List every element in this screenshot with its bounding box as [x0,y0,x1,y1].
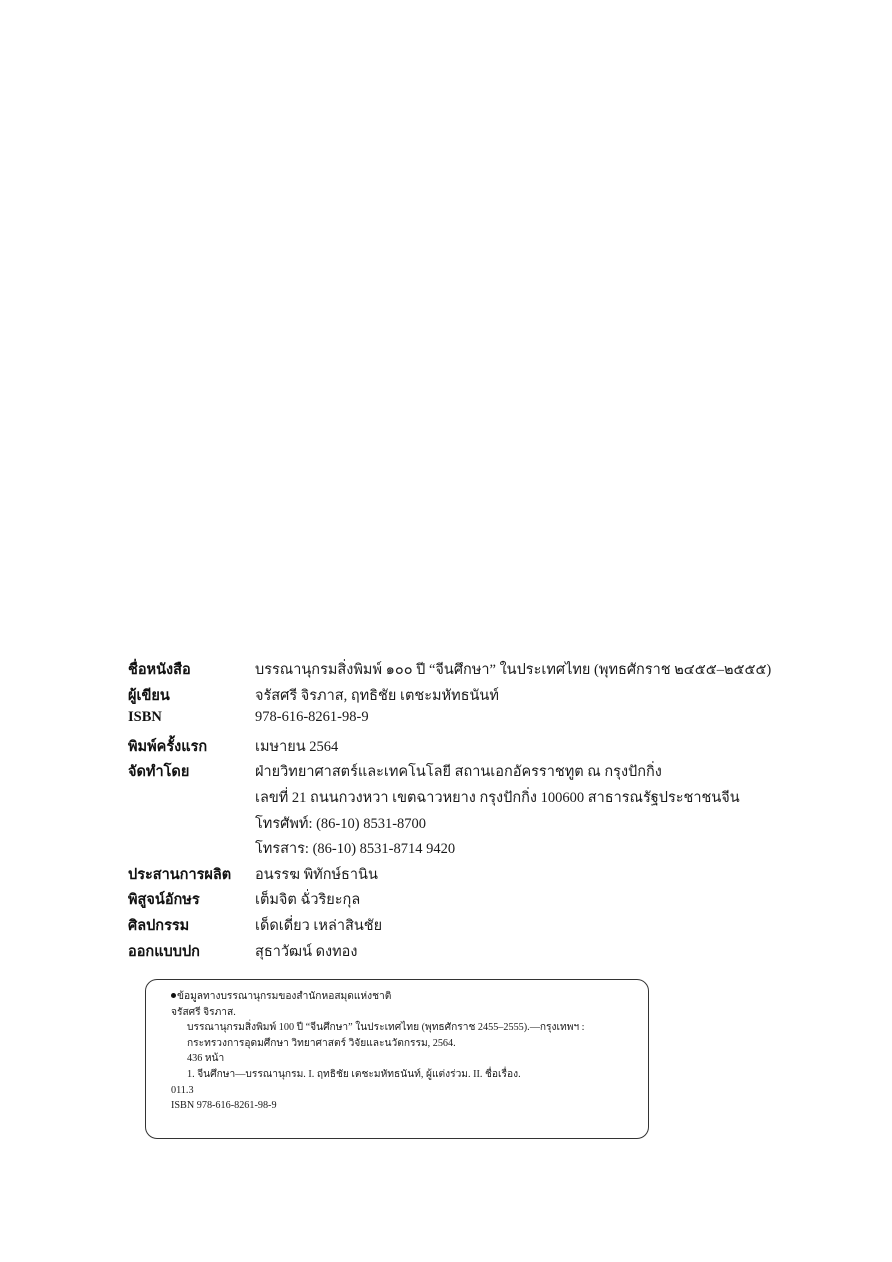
first-print-value: เมษายน 2564 [255,738,339,755]
cip-title-line-1: บรรณานุกรมสิ่งพิมพ์ 100 ปี “จีนศึกษา” ในประเทศไทย (พุทธศักราช 2455–2555).—กรุงเทพฯ : [187,1022,585,1034]
isbn-label: ISBN [128,709,162,726]
cover-design-value: สุธาวัฒน์ ดงทอง [255,943,358,960]
colophon-row-proofreader [128,888,828,914]
production-value: อนรรฆ พิทักษ์ธานิน [255,866,378,883]
publisher-phone: โทรศัพท์: (86-10) 8531-8700 [255,815,427,832]
publisher-address: เลขที่ 21 ถนนกวงหวา เขตฉาวหยาง กรุงปักกิ่ง 100600 สาธารณรัฐประชาชนจีน [255,789,740,806]
colophon-row-isbn [128,709,828,735]
colophon-row-art [128,914,828,940]
colophon-row-title [128,658,828,684]
colophon-row-published-by [128,760,828,862]
publisher-name: ฝ่ายวิทยาศาสตร์และเทคโนโลยี สถานเอกอัครราชทูต ณ กรุงปักกิ่ง [255,764,662,781]
proofreader-value: เต็มจิต ฉั่วริยะกุล [255,892,361,909]
cip-class-number: 011.3 [171,1084,194,1096]
cip-heading [171,989,634,1005]
published-by-value [255,760,740,862]
author-value: จรัสศรี จิรภาส, ฤทธิชัย เตชะมหัทธนันท์ [255,687,499,704]
cip-title-line-2: กระทรวงการอุดมศึกษา วิทยาศาสตร์ วิจัยและนวัตกรรม, 2564. [187,1037,456,1049]
colophon-row-first-print [128,735,828,761]
colophon [128,658,828,965]
art-label: ศิลปกรรม [128,917,190,934]
proofreader-label: พิสูจน์อักษร [128,892,200,909]
isbn-value: 978-616-8261-98-9 [255,709,369,726]
author-label: ผู้เขียน [128,687,170,704]
title-value: บรรณานุกรมสิ่งพิมพ์ ๑๐๐ ปี “จีนศึกษา” ในประเทศไทย (พุทธศักราช ๒๔๕๕–๒๕๕๕) [255,662,772,678]
colophon-row-cover-design [128,940,828,966]
publisher-fax: โทรสาร: (86-10) 8531-8714 9420 [255,841,456,858]
colophon-row-production [128,863,828,889]
production-label: ประสานการผลิต [128,866,232,883]
cip-isbn: ISBN 978-616-8261-98-9 [171,1100,277,1112]
cip-subjects: 1. จีนศึกษา—บรรณานุกรม. I. ฤทธิชัย เตชะมหัทธนันท์, ผู้แต่งร่วม. II. ชื่อเรื่อง. [187,1068,521,1080]
cip-pages: 436 หน้า [187,1053,225,1065]
cip-author: จรัสศรี จิรภาส. [171,1006,236,1018]
first-print-label: พิมพ์ครั้งแรก [128,738,208,755]
cip-heading-text: ข้อมูลทางบรรณานุกรมของสำนักหอสมุดแห่งชาติ [177,991,392,1002]
title-label: ชื่อหนังสือ [128,662,191,678]
cover-design-label: ออกแบบปก [128,943,200,960]
cip-data-box [145,979,649,1139]
published-by-label: จัดทำโดย [128,764,190,781]
colophon-row-author [128,684,828,710]
art-value: เด็ดเดี่ยว เหล่าสินชัย [255,917,383,934]
bullet-icon [171,993,176,998]
